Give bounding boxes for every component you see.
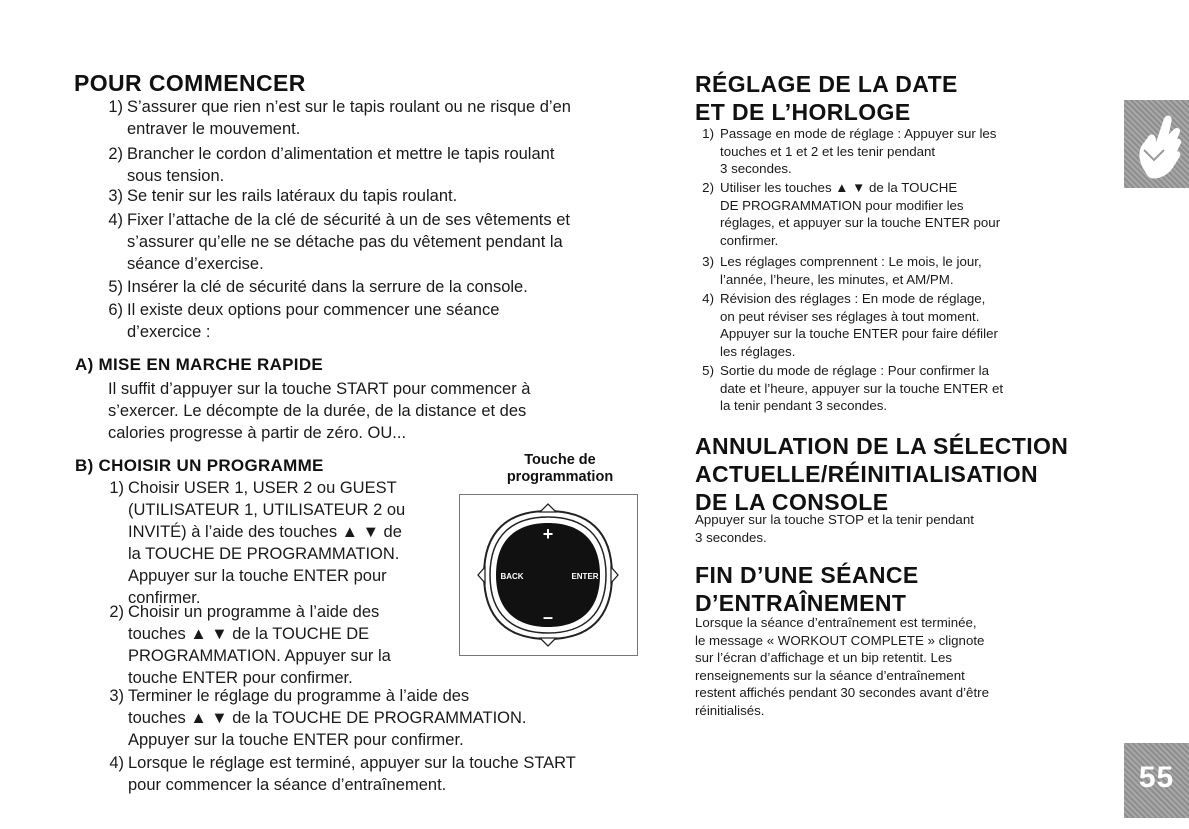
clock-step-3 [702, 253, 982, 288]
clock-step-2 [702, 179, 1001, 249]
step-number: 4) [109, 754, 124, 772]
step-line: réglages, et appuyer sur la touche ENTER pour [720, 215, 1001, 230]
step-number: 2) [702, 180, 714, 195]
title-line: FIN D’UNE SÉANCE [695, 562, 919, 588]
step-line: entraver le mouvement. [127, 120, 301, 138]
text-line: Lorsque la séance d’entraînement est terminée, [695, 615, 977, 630]
page-number: 55 [1138, 761, 1175, 794]
step-line: la TOUCHE DE PROGRAMMATION. [128, 545, 400, 563]
text-line: restent affichés pendant 30 secondes avant d’être [695, 685, 989, 700]
step-line: Appuyer sur la touche ENTER pour [128, 567, 387, 585]
step-number: 3) [109, 687, 124, 705]
step-line: Insérer la clé de sécurité dans la serrure de la console. [127, 278, 528, 296]
title-line: ET DE L’HORLOGE [695, 99, 911, 125]
text-line: calories progresse à partir de zéro. OU... [108, 424, 407, 442]
enter-label: ENTER [571, 572, 599, 581]
step-line: Appuyer sur la touche ENTER pour confirmer. [128, 731, 464, 749]
text-line: 3 secondes. [695, 529, 767, 545]
start-step-3 [108, 185, 458, 207]
step-number: 5) [702, 363, 714, 378]
text-line: le message « WORKOUT COMPLETE » clignote [695, 632, 985, 648]
text-line: s’exercer. Le décompte de la durée, de la distance et des [108, 402, 527, 420]
reset-text [695, 511, 974, 546]
text-line: Appuyer sur la touche STOP et la tenir pendant [695, 512, 974, 527]
step-line: touche ENTER pour confirmer. [128, 669, 353, 687]
program-step-3 [109, 685, 527, 751]
section-a-title: A) MISE EN MARCHE RAPIDE [75, 355, 324, 374]
step-line: S’assurer que rien n’est sur le tapis roulant ou ne risque d’en [127, 98, 571, 116]
step-line: Sortie du mode de réglage : Pour confirmer la [720, 363, 990, 378]
caption-line: Touche de [524, 452, 596, 468]
program-key-diagram [459, 494, 638, 656]
step-line: l’année, l’heure, les minutes, et AM/PM. [720, 271, 954, 287]
step-line: 3 secondes. [720, 161, 792, 176]
page-number-tab [1124, 743, 1189, 818]
start-step-4 [108, 209, 570, 275]
step-line: Passage en mode de réglage : Appuyer sur les [720, 126, 997, 141]
step-line: confirmer. [128, 589, 201, 607]
step-line: pour commencer la séance d’entraînement. [128, 776, 447, 794]
step-number: 4) [702, 291, 714, 306]
plus-label: + [542, 524, 554, 544]
minus-label: – [542, 607, 554, 627]
step-line: séance d’exercise. [127, 255, 264, 273]
step-line: d’exercice : [127, 323, 211, 341]
title-pour-commencer: POUR COMMENCER [74, 70, 306, 96]
section-b-title: B) CHOISIR UN PROGRAMME [75, 456, 324, 475]
title-line: D’ENTRAÎNEMENT [695, 590, 907, 616]
text-line: réinitialisés. [695, 702, 765, 718]
start-step-5 [108, 276, 528, 298]
section-tab [1124, 100, 1189, 188]
step-line: on peut réviser ses réglages à tout moment. [720, 308, 980, 324]
step-line: Utiliser les touches ▲ ▼ de la TOUCHE [720, 180, 958, 195]
step-line: touches et 1 et 2 et les tenir pendant [720, 143, 936, 159]
hand-pointer-icon [1124, 100, 1189, 188]
back-label: BACK [500, 572, 524, 581]
clock-step-4 [702, 290, 998, 360]
up-marker-icon [540, 504, 556, 512]
start-step-6 [108, 299, 500, 343]
start-step-2 [108, 143, 555, 187]
start-step-1 [108, 96, 571, 140]
step-line: (UTILISATEUR 1, UTILISATEUR 2 ou [128, 501, 406, 519]
step-line: Se tenir sur les rails latéraux du tapis roulant. [127, 187, 458, 205]
step-number: 6) [108, 301, 123, 319]
program-key-svg [460, 495, 637, 655]
step-number: 2) [109, 603, 124, 621]
title-line: ACTUELLE/RÉINITIALISATION [695, 461, 1039, 487]
step-number: 3) [702, 254, 714, 269]
left-marker-icon [478, 567, 485, 583]
step-line: PROGRAMMATION. Appuyer sur la [128, 647, 391, 665]
step-line: Il existe deux options pour commencer une séance [127, 301, 500, 319]
text-line: renseignements sur la séance d’entraînement [695, 667, 965, 683]
step-line: confirmer. [720, 232, 779, 248]
step-number: 5) [108, 278, 123, 296]
title-clock-setting [695, 70, 958, 126]
step-line: touches ▲ ▼ de la TOUCHE DE [128, 625, 370, 643]
step-number: 2) [108, 145, 123, 163]
step-line: date et l’heure, appuyer sur la touche ENTER et [720, 380, 1004, 396]
end-workout-text [695, 614, 989, 719]
step-number: 1) [108, 98, 123, 116]
step-line: Lorsque le réglage est terminé, appuyer sur la touche START [128, 754, 576, 772]
right-marker-icon [611, 567, 618, 583]
step-line: touches ▲ ▼ de la TOUCHE DE PROGRAMMATION. [128, 709, 527, 727]
clock-step-5 [702, 362, 1004, 415]
clock-step-1 [702, 125, 997, 178]
step-line: Révision des réglages : En mode de réglage, [720, 291, 986, 306]
step-line: sous tension. [127, 167, 225, 185]
step-number: 4) [108, 211, 123, 229]
step-line: Choisir un programme à l’aide des [128, 603, 380, 621]
diagram-caption [480, 452, 640, 486]
step-number: 1) [109, 479, 124, 497]
caption-line: programmation [506, 469, 614, 485]
step-line: Fixer l’attache de la clé de sécurité à un de ses vêtements et [127, 211, 570, 229]
step-line: Brancher le cordon d’alimentation et mettre le tapis roulant [127, 145, 555, 163]
title-line: DE LA CONSOLE [695, 489, 889, 515]
step-line: INVITÉ) à l’aide des touches ▲ ▼ de [128, 523, 402, 541]
program-step-2 [109, 601, 391, 689]
step-number: 3) [108, 187, 123, 205]
title-line: ANNULATION DE LA SÉLECTION [695, 433, 1069, 459]
step-line: Choisir USER 1, USER 2 ou GUEST [128, 479, 397, 497]
step-line: la tenir pendant 3 secondes. [720, 398, 888, 413]
title-end-workout [695, 561, 919, 617]
text-line: sur l’écran d’affichage et un bip retentit. Les [695, 650, 952, 665]
title-line: RÉGLAGE DE LA DATE [695, 71, 958, 97]
step-number: 1) [702, 126, 714, 141]
title-reset-console [695, 432, 1068, 516]
program-step-1 [109, 477, 406, 609]
down-marker-icon [540, 638, 556, 646]
step-line: Les réglages comprennent : Le mois, le jour, [720, 254, 982, 269]
text-line: Il suffit d’appuyer sur la touche START pour commencer à [108, 380, 531, 398]
step-line: Appuyer sur la touche ENTER pour faire défiler [720, 326, 998, 341]
step-line: les réglages. [720, 343, 796, 359]
step-line: Terminer le réglage du programme à l’aide des [128, 687, 470, 705]
section-a-text [108, 378, 530, 444]
step-line: s’assurer qu’elle ne se détache pas du vêtement pendant la [127, 233, 563, 251]
program-step-4 [109, 752, 576, 796]
step-line: DE PROGRAMMATION pour modifier les [720, 197, 964, 213]
